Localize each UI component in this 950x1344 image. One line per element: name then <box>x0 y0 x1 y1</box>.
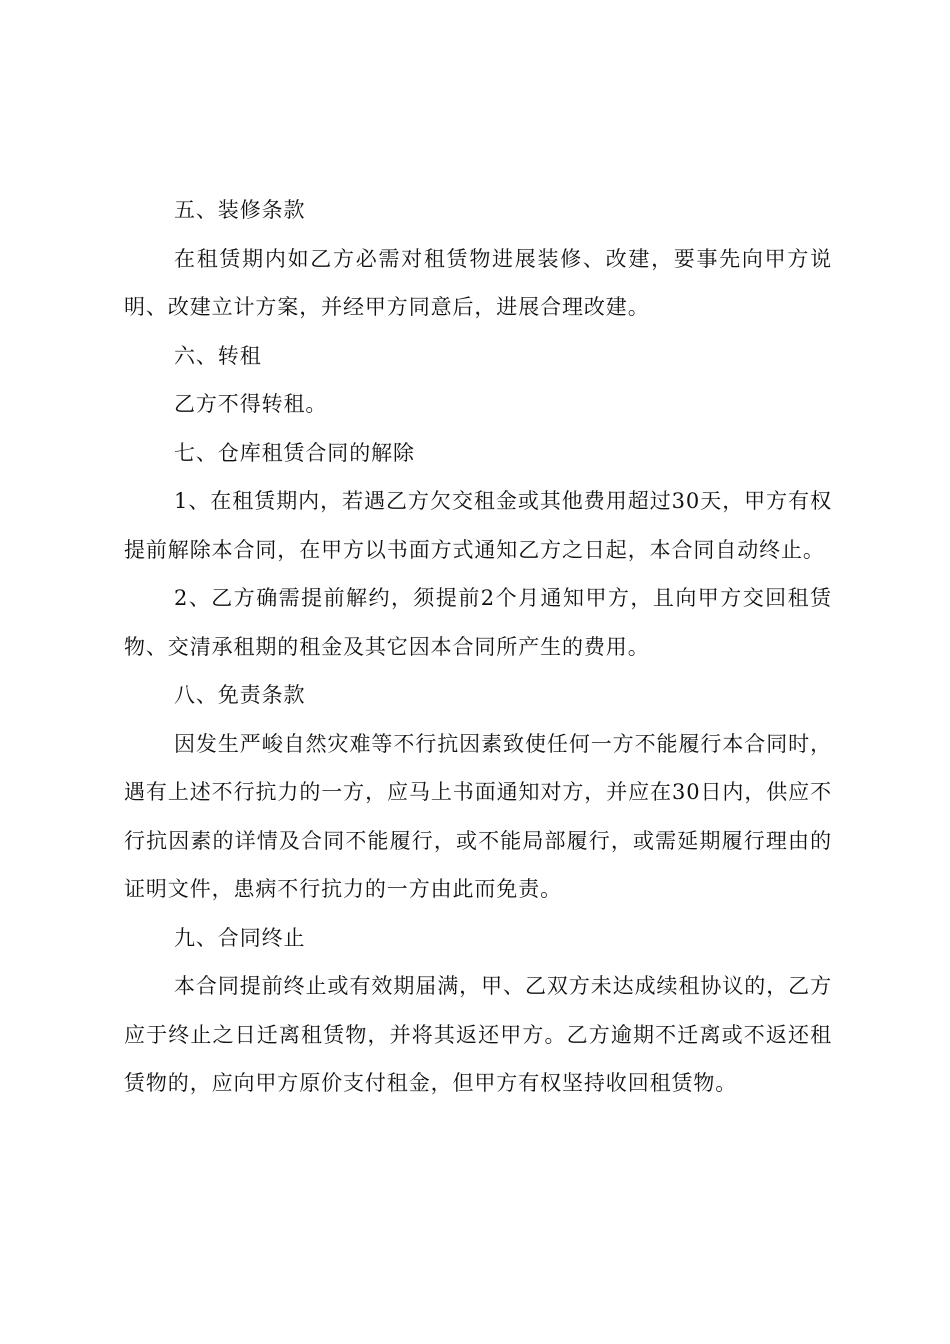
paragraph-termination-2: 2、乙方确需提前解约，须提前2个月通知甲方，且向甲方交回租赁物、交清承租期的租金及其它因本合同所产生的费用。 <box>124 586 832 659</box>
section-heading-sublease: 六、转租 <box>174 343 262 368</box>
document-body <box>124 186 832 1108</box>
paragraph-contract-end: 本合同提前终止或有效期届满，甲、乙双方未达成续租协议的，乙方应于终止之日迁离租赁物，并将其返还甲方。乙方逾期不迁离或不返还租赁物的，应向甲方原价支付租金，但甲方有权坚持收回租赁物。 <box>124 974 832 1095</box>
section-heading-exemption: 八、免责条款 <box>174 683 306 707</box>
paragraph-decoration-terms: 在租赁期内如乙方必需对租赁物进展装修、改建，要事先向甲方说明、改建立计方案，并经甲方同意后，进展合理改建。 <box>124 246 832 319</box>
section-heading-decoration: 五、装修条款 <box>174 198 306 222</box>
section-heading-contract-end: 九、合同终止 <box>174 925 306 950</box>
paragraph-sublease: 乙方不得转租。 <box>174 392 328 416</box>
paragraph-exemption: 因发生严峻自然灾难等不行抗因素致使任何一方不能履行本合同时，遇有上述不行抗力的一方，应马上书面通知对方，并应在30日内，供应不行抗因素的详情及合同不能履行，或不能局部履行，或需延期履行理由的证明文件，患病不行抗力的一方由此而免责。 <box>124 731 832 901</box>
section-heading-termination: 七、仓库租赁合同的解除 <box>174 440 415 465</box>
paragraph-termination-1: 1、在租赁期内，若遇乙方欠交租金或其他费用超过30天，甲方有权提前解除本合同，在甲方以书面方式通知乙方之日起，本合同自动终止。 <box>124 489 832 562</box>
